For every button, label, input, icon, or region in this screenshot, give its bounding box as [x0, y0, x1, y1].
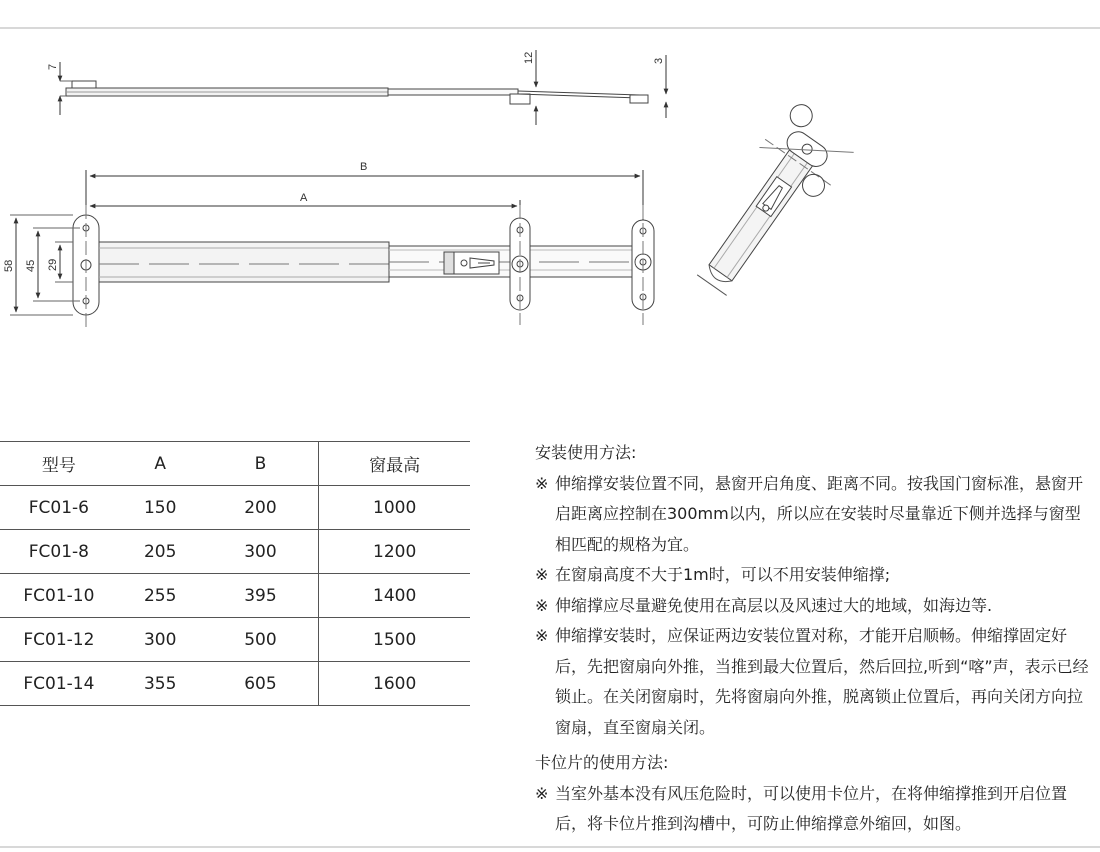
install-note: [535, 621, 1095, 743]
clip-usage-title: 卡位片的使用方法:: [535, 753, 669, 772]
dim-3-label: 3: [653, 57, 665, 64]
table-cell: 1000: [319, 486, 470, 530]
table-row: [0, 486, 470, 530]
clip-note-text: 当室外基本没有风压危险时，可以使用卡位片，在将伸缩撑推到开启位置后，将卡位片推到沟槽中，可防止伸缩撑意外缩回，如图。: [555, 783, 1068, 833]
dim-A-label: A: [300, 192, 308, 204]
table-cell: 1200: [319, 530, 470, 574]
instructions-panel: [535, 438, 1095, 840]
table-cell: FC01-10: [0, 574, 118, 618]
table-cell: 1500: [319, 618, 470, 662]
table-cell: 395: [203, 574, 319, 618]
detail-view: [679, 98, 860, 309]
dim-29-label: 29: [47, 258, 59, 271]
table-cell: FC01-12: [0, 618, 118, 662]
note-mark: ※: [535, 565, 549, 584]
table-cell: 1600: [319, 662, 470, 706]
table-cell: 300: [203, 530, 319, 574]
side-view: [60, 50, 666, 125]
install-note: [535, 469, 1095, 561]
table-header-b: B: [203, 442, 319, 486]
bottom-border-line: [0, 846, 1100, 848]
table-cell: 300: [118, 618, 203, 662]
plan-view: [73, 205, 654, 330]
table-cell: 255: [118, 574, 203, 618]
table-row: [0, 618, 470, 662]
table-cell: FC01-6: [0, 486, 118, 530]
table-header-model: 型号: [0, 442, 118, 486]
table-cell: 355: [118, 662, 203, 706]
spec-table: [0, 441, 470, 706]
table-cell: 150: [118, 486, 203, 530]
install-note-text: 在窗扇高度不大于1m时，可以不用安装伸缩撑;: [555, 565, 891, 584]
dim-45-label: 45: [25, 259, 37, 272]
table-cell: 500: [203, 618, 319, 662]
note-mark: ※: [535, 473, 549, 493]
height-dimensions: [10, 215, 80, 315]
table-header-a: A: [118, 442, 203, 486]
table-row: [0, 662, 470, 706]
install-note-text: 伸缩撑安装位置不同，悬窗开启角度、距离不同。按我国门窗标准，悬窗开启距离应控制在300mm以内，所以应在安装时尽量靠近下侧并选择与窗型相匹配的规格为宜。: [555, 473, 1084, 554]
length-dimensions: [86, 170, 643, 240]
table-cell: 1400: [319, 574, 470, 618]
table-header-max-height: 窗最高: [319, 442, 470, 486]
table-cell: 605: [203, 662, 319, 706]
dim-12-label: 12: [523, 51, 535, 64]
table-cell: 205: [118, 530, 203, 574]
install-note: [535, 591, 1095, 622]
install-note-text: 伸缩撑安装时，应保证两边安装位置对称，才能开启顺畅。伸缩撑固定好后，先把窗扇向外推，当推到最大位置后，然后回拉,听到“喀”声，表示已经锁止。在关闭窗扇时，先将窗扇向外推，脱离锁止位置后，再向关闭方向拉窗扇，直至窗扇关闭。: [555, 626, 1089, 737]
table-cell: FC01-14: [0, 662, 118, 706]
technical-drawing: [0, 0, 1100, 420]
table-cell: FC01-8: [0, 530, 118, 574]
dim-B-label: B: [360, 161, 368, 173]
table-header-row: [0, 442, 470, 486]
install-note-text: 伸缩撑应尽量避免使用在高层以及风速过大的地域，如海边等.: [555, 595, 993, 615]
dim-58-label: 58: [3, 259, 15, 272]
table-cell: 200: [203, 486, 319, 530]
table-row: [0, 574, 470, 618]
clip-note: [535, 779, 1095, 840]
note-mark: ※: [535, 595, 549, 615]
dim-7-label: 7: [47, 63, 59, 70]
table-row: [0, 530, 470, 574]
install-note: [535, 560, 1095, 591]
note-mark: ※: [535, 783, 549, 803]
note-mark: ※: [535, 626, 549, 645]
install-usage-title: 安装使用方法:: [535, 443, 637, 462]
